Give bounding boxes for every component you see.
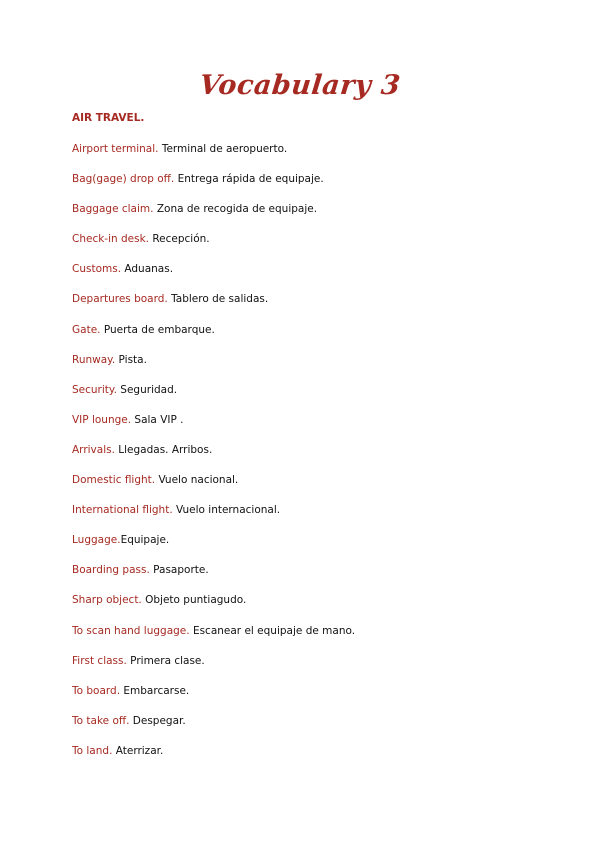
section-heading: AIR TRAVEL.	[72, 112, 145, 124]
vocab-entry	[72, 503, 355, 533]
vocab-definition: Pasaporte.	[149, 564, 209, 577]
vocab-term: Departures board.	[72, 293, 168, 306]
vocab-term: VIP lounge.	[72, 413, 132, 426]
vocab-entry	[72, 473, 355, 503]
vocab-definition: Escanear el equipaje de mano.	[189, 624, 356, 637]
vocab-entry	[72, 654, 355, 684]
vocab-entry	[72, 563, 355, 593]
vocab-term: Baggage claim.	[72, 203, 154, 216]
vocab-term: Domestic flight.	[72, 474, 156, 487]
vocab-entry	[72, 142, 355, 172]
vocab-term: To take off.	[72, 714, 130, 727]
vocab-definition: Pista.	[115, 353, 147, 366]
vocab-entry	[72, 413, 355, 443]
vocab-definition: Embarcarse.	[120, 684, 190, 697]
vocab-definition: Entrega rápida de equipaje.	[174, 173, 324, 186]
vocab-entry	[72, 172, 355, 202]
vocab-term: Boarding pass.	[72, 564, 150, 577]
vocab-term: Customs.	[72, 263, 122, 276]
vocab-definition: Puerta de embarque.	[100, 323, 215, 336]
vocab-entry	[72, 533, 355, 563]
vocab-term: To land.	[72, 744, 113, 757]
vocab-entry	[72, 593, 355, 623]
vocab-term: Airport terminal.	[72, 143, 159, 155]
vocab-entry	[72, 624, 355, 654]
vocab-entry	[72, 684, 355, 714]
vocab-entry	[72, 262, 355, 292]
vocab-term: To board.	[72, 684, 121, 697]
vocab-term: Sharp object.	[72, 594, 142, 607]
vocab-term: International flight.	[72, 504, 173, 517]
vocab-definition: Zona de recogida de equipaje.	[153, 203, 318, 216]
vocab-entry	[72, 744, 355, 774]
vocab-entry	[72, 292, 355, 322]
vocab-term: Luggage.	[72, 534, 121, 547]
vocab-definition: Sala VIP .	[131, 413, 184, 426]
vocab-definition: Llegadas. Arribos.	[114, 443, 213, 456]
vocab-definition: Recepción.	[149, 233, 210, 246]
vocab-term: Arrivals.	[72, 443, 115, 456]
vocab-definition: Equipaje.	[120, 534, 170, 547]
vocab-term: First class.	[72, 654, 127, 667]
vocab-entry	[72, 323, 355, 353]
vocab-definition: Objeto puntiagudo.	[141, 594, 247, 607]
vocab-term: Gate.	[72, 323, 101, 336]
vocab-entry	[72, 383, 355, 413]
vocab-term: Check-in desk.	[72, 233, 150, 246]
vocab-definition: Aduanas.	[121, 263, 174, 276]
vocabulary-list	[72, 142, 355, 774]
vocab-term: To scan hand luggage.	[72, 624, 190, 637]
vocab-definition: Tablero de salidas.	[167, 293, 269, 306]
vocab-entry	[72, 443, 355, 473]
vocab-definition: Seguridad.	[116, 383, 178, 396]
vocab-entry	[72, 202, 355, 232]
page-title: Vocabulary 3	[197, 70, 403, 101]
vocab-term: Security.	[72, 383, 117, 396]
vocab-definition: Aterrizar.	[112, 744, 164, 757]
vocab-definition: Terminal de aeropuerto.	[158, 143, 288, 155]
vocab-definition: Despegar.	[129, 714, 186, 727]
vocab-entry	[72, 353, 355, 383]
vocab-definition: Vuelo internacional.	[172, 504, 281, 517]
vocab-entry	[72, 232, 355, 262]
vocab-definition: Vuelo nacional.	[155, 474, 239, 487]
vocab-term: Runway.	[72, 353, 116, 366]
vocab-term: Bag(gage) drop off.	[72, 173, 175, 186]
vocab-definition: Primera clase.	[126, 654, 205, 667]
vocab-entry	[72, 714, 355, 744]
